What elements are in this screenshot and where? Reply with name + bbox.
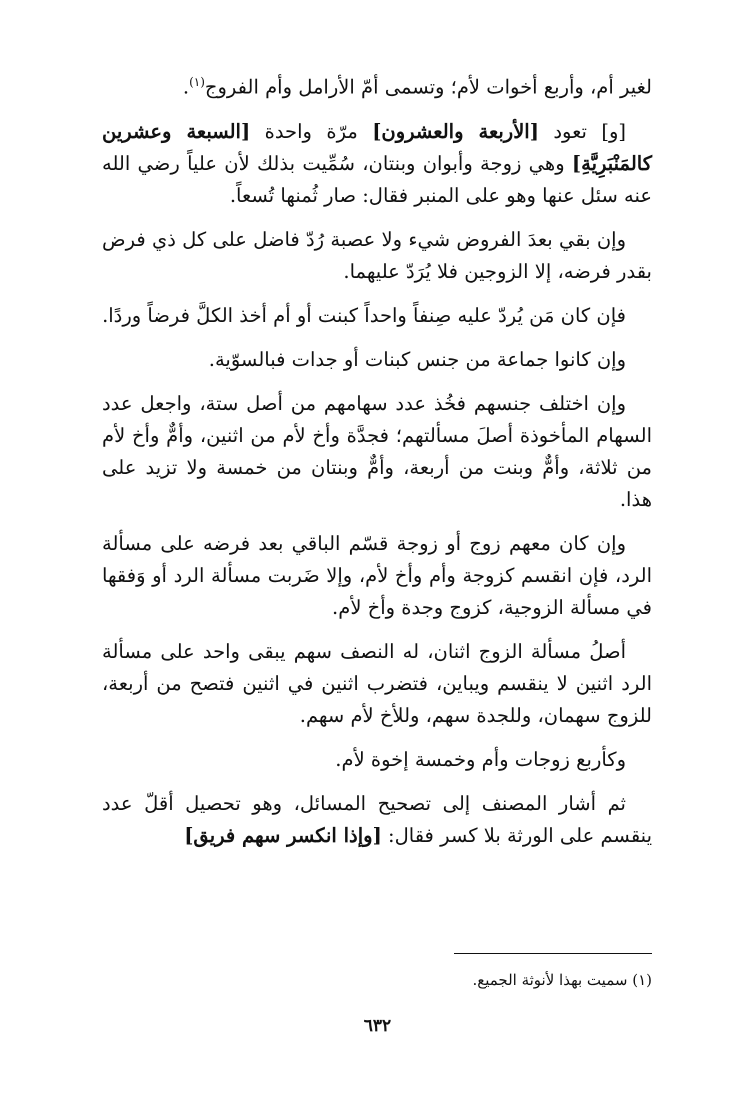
footnote	[102, 968, 652, 992]
paragraph	[102, 388, 652, 516]
paragraph	[102, 224, 652, 288]
commentary-text: .	[182, 75, 190, 99]
commentary-text: مرّة واحدة	[250, 119, 373, 143]
commentary-text: [و] تعود	[538, 119, 627, 143]
commentary-text: وإن بقي بعدَ الفروض شيء ولا عصبة رُدّ فاضل على كل ذي فرض بقدر فرضه، إلا الزوجين فلا يُرَدّ عليهما.	[102, 227, 652, 283]
footnote-divider	[454, 953, 652, 954]
paragraph	[102, 744, 652, 776]
paragraph	[102, 344, 652, 376]
footnote-text: سميت بهذا لأنوثة الجميع.	[472, 971, 628, 989]
commentary-text: وإن كانوا جماعة من جنس كبنات أو جدات فبالسوّية.	[208, 347, 626, 371]
paragraph	[102, 66, 652, 104]
paragraph	[102, 636, 652, 732]
paragraph	[102, 116, 652, 212]
commentary-text: وكأربع زوجات وأم وخمسة إخوة لأم.	[335, 747, 626, 771]
commentary-text: أصلُ مسألة الزوج اثنان، له النصف سهم يبقى واحد على مسألة الرد اثنين لا ينقسم ويباين، فتضرب اثنين في اثنين فتصح من أربعة، للزوج سهمان، وللجدة سهم، وللأخ لأم سهم.	[102, 639, 652, 727]
footnote-reference: (١)	[189, 75, 205, 89]
page-number: ٦٣٢	[363, 1016, 392, 1036]
commentary-text: وهي زوجة وأبوان وبنتان، سُمِّيت بذلك لأن علياً رضي الله عنه سئل عنها وهو على المنبر فقال: صار ثُمنها تُسعاً.	[102, 151, 652, 207]
quoted-matn-text: [السبعة وعشرين كالمَنْبَرِيَّةِ]	[102, 119, 652, 175]
paragraph	[102, 528, 652, 624]
commentary-text: وإن كان معهم زوج أو زوجة قسّم الباقي بعد فرضه على مسألة الرد، فإن انقسم كزوجة وأم وأخ لأم، وإلا ضَربت مسألة الرد أو وَفقها في مسألة الزوجية، كزوج وجدة وأخ لأم.	[102, 531, 652, 619]
commentary-text: فإن كان مَن يُردّ عليه صِنفاً واحداً كبنت أو أم أخذ الكلَّ فرضاً وردًا.	[102, 303, 626, 327]
quoted-matn-text: [وإذا انكسر سهم فريق]	[184, 823, 382, 847]
paragraph	[102, 300, 652, 332]
body-text	[102, 66, 652, 864]
quoted-matn-text: [الأربعة والعشرون]	[372, 119, 539, 143]
commentary-text: لغير أم، وأربع أخوات لأم؛ وتسمى أمّ الأرامل وأم الفروج	[204, 75, 652, 99]
footnote-marker: (١)	[632, 971, 652, 989]
commentary-text: وإن اختلف جنسهم فخُذ عدد سهامهم من أصل ستة، واجعل عدد السهام المأخوذة أصلَ مسألتهم؛ فجدَّة وأخ لأم من اثنين، وأمٌّ وأخ لأم من ثلاثة، وأمٌّ وبنت من أربعة، وأمٌّ وبنتان من خمسة ولا تزيد على هذا.	[102, 391, 652, 511]
commentary-text: ثم أشار المصنف إلى تصحيح المسائل، وهو تحصيل أقلّ عدد ينقسم على الورثة بلا كسر فقال:	[102, 791, 652, 847]
paragraph	[102, 788, 652, 852]
